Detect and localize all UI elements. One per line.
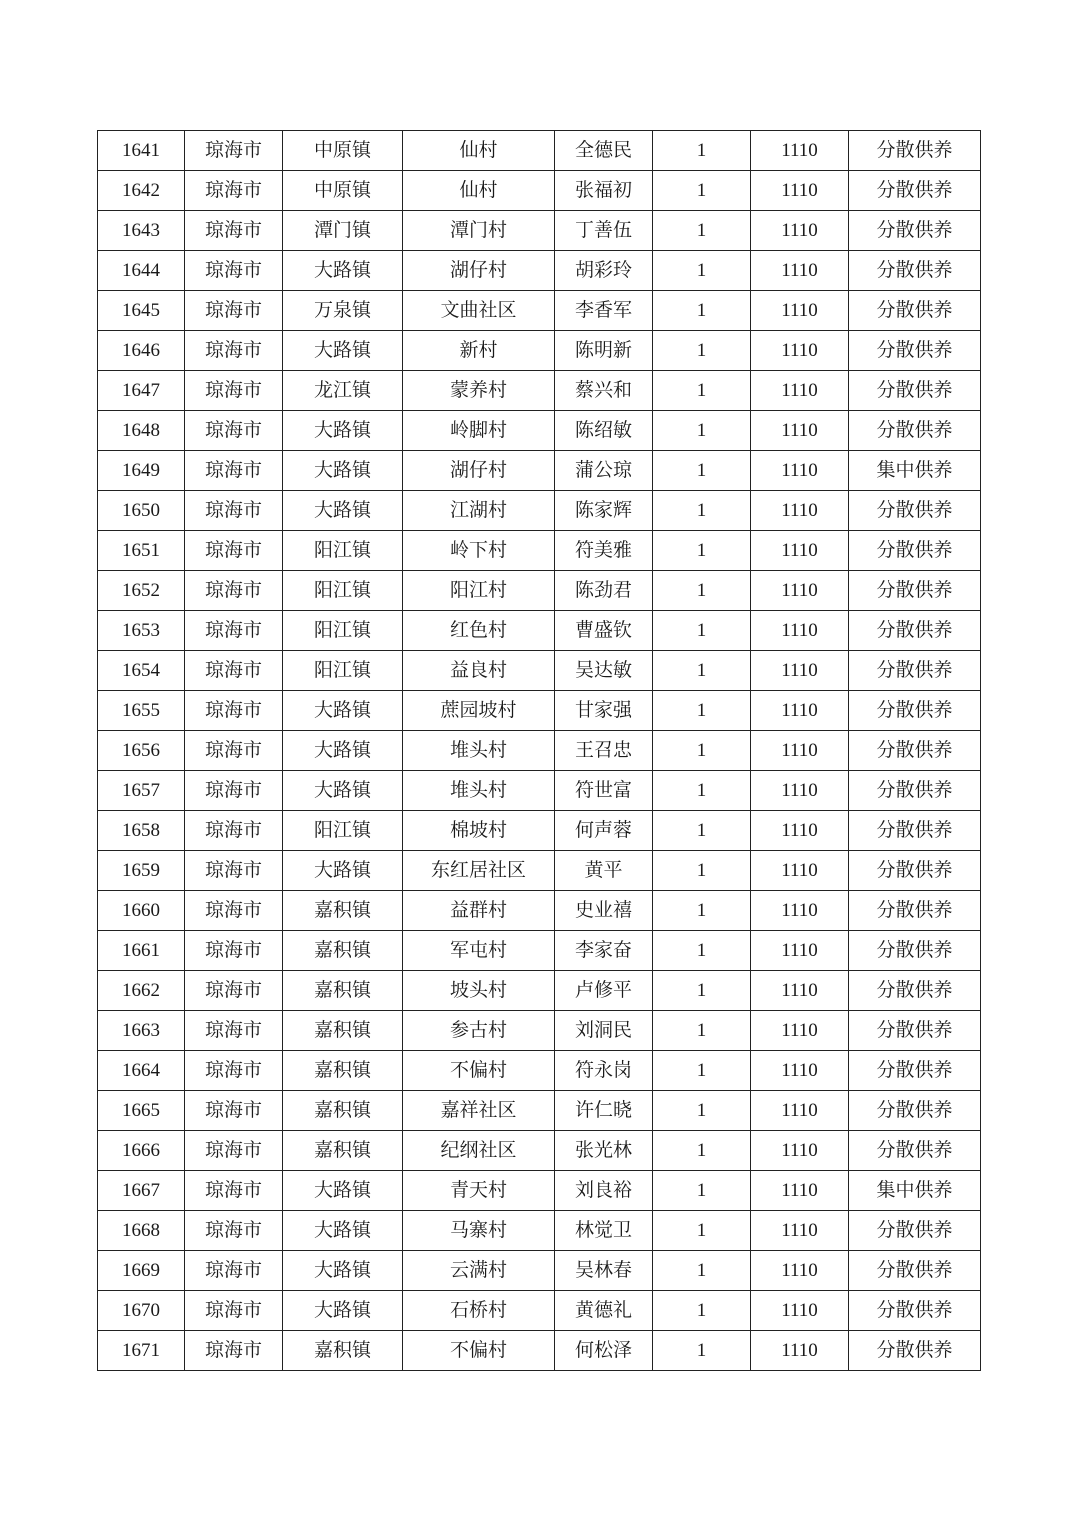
serial-number-cell: 1648 <box>98 411 185 451</box>
village-cell: 益良村 <box>403 651 555 691</box>
amount-cell: 1110 <box>751 1131 849 1171</box>
name-cell: 何声蓉 <box>555 811 653 851</box>
amount-cell: 1110 <box>751 1011 849 1051</box>
data-table <box>97 130 981 1371</box>
town-cell: 嘉积镇 <box>283 891 403 931</box>
village-cell: 阳江村 <box>403 571 555 611</box>
amount-cell: 1110 <box>751 131 849 171</box>
town-cell: 阳江镇 <box>283 611 403 651</box>
village-cell: 红色村 <box>403 611 555 651</box>
support-type-cell: 分散供养 <box>849 1331 981 1371</box>
serial-number-cell: 1644 <box>98 251 185 291</box>
name-cell: 陈劲君 <box>555 571 653 611</box>
name-cell: 符美雅 <box>555 531 653 571</box>
count-cell: 1 <box>653 1331 751 1371</box>
amount-cell: 1110 <box>751 251 849 291</box>
support-type-cell: 分散供养 <box>849 771 981 811</box>
count-cell: 1 <box>653 491 751 531</box>
name-cell: 张光林 <box>555 1131 653 1171</box>
count-cell: 1 <box>653 411 751 451</box>
village-cell: 湖仔村 <box>403 251 555 291</box>
table-row <box>98 571 981 611</box>
city-cell: 琼海市 <box>185 211 283 251</box>
city-cell: 琼海市 <box>185 1251 283 1291</box>
name-cell: 刘洞民 <box>555 1011 653 1051</box>
table-row <box>98 771 981 811</box>
village-cell: 军屯村 <box>403 931 555 971</box>
city-cell: 琼海市 <box>185 771 283 811</box>
table-row <box>98 851 981 891</box>
support-type-cell: 分散供养 <box>849 411 981 451</box>
support-type-cell: 分散供养 <box>849 1291 981 1331</box>
serial-number-cell: 1666 <box>98 1131 185 1171</box>
town-cell: 大路镇 <box>283 731 403 771</box>
name-cell: 林觉卫 <box>555 1211 653 1251</box>
table-body <box>98 131 981 1371</box>
town-cell: 大路镇 <box>283 691 403 731</box>
town-cell: 大路镇 <box>283 851 403 891</box>
city-cell: 琼海市 <box>185 251 283 291</box>
village-cell: 马寨村 <box>403 1211 555 1251</box>
table-row <box>98 211 981 251</box>
support-type-cell: 分散供养 <box>849 171 981 211</box>
town-cell: 大路镇 <box>283 771 403 811</box>
support-type-cell: 分散供养 <box>849 1011 981 1051</box>
village-cell: 仙村 <box>403 131 555 171</box>
town-cell: 大路镇 <box>283 331 403 371</box>
count-cell: 1 <box>653 1251 751 1291</box>
village-cell: 青天村 <box>403 1171 555 1211</box>
city-cell: 琼海市 <box>185 1331 283 1371</box>
town-cell: 大路镇 <box>283 451 403 491</box>
count-cell: 1 <box>653 1011 751 1051</box>
name-cell: 吴林春 <box>555 1251 653 1291</box>
amount-cell: 1110 <box>751 171 849 211</box>
town-cell: 大路镇 <box>283 1291 403 1331</box>
count-cell: 1 <box>653 211 751 251</box>
support-type-cell: 分散供养 <box>849 611 981 651</box>
name-cell: 张福初 <box>555 171 653 211</box>
name-cell: 全德民 <box>555 131 653 171</box>
table-row <box>98 1331 981 1371</box>
village-cell: 堆头村 <box>403 771 555 811</box>
town-cell: 阳江镇 <box>283 651 403 691</box>
serial-number-cell: 1650 <box>98 491 185 531</box>
village-cell: 新村 <box>403 331 555 371</box>
name-cell: 陈绍敏 <box>555 411 653 451</box>
count-cell: 1 <box>653 651 751 691</box>
city-cell: 琼海市 <box>185 531 283 571</box>
serial-number-cell: 1661 <box>98 931 185 971</box>
village-cell: 文曲社区 <box>403 291 555 331</box>
village-cell: 不偏村 <box>403 1331 555 1371</box>
serial-number-cell: 1642 <box>98 171 185 211</box>
support-type-cell: 分散供养 <box>849 691 981 731</box>
name-cell: 胡彩玲 <box>555 251 653 291</box>
table-row <box>98 1131 981 1171</box>
support-type-cell: 分散供养 <box>849 1131 981 1171</box>
name-cell: 陈明新 <box>555 331 653 371</box>
town-cell: 中原镇 <box>283 131 403 171</box>
serial-number-cell: 1671 <box>98 1331 185 1371</box>
support-type-cell: 集中供养 <box>849 1171 981 1211</box>
count-cell: 1 <box>653 891 751 931</box>
count-cell: 1 <box>653 331 751 371</box>
town-cell: 阳江镇 <box>283 571 403 611</box>
table-row <box>98 611 981 651</box>
count-cell: 1 <box>653 1091 751 1131</box>
table-row <box>98 891 981 931</box>
city-cell: 琼海市 <box>185 931 283 971</box>
town-cell: 大路镇 <box>283 251 403 291</box>
name-cell: 蒲公琼 <box>555 451 653 491</box>
town-cell: 万泉镇 <box>283 291 403 331</box>
amount-cell: 1110 <box>751 331 849 371</box>
town-cell: 大路镇 <box>283 1251 403 1291</box>
village-cell: 岭下村 <box>403 531 555 571</box>
amount-cell: 1110 <box>751 571 849 611</box>
serial-number-cell: 1655 <box>98 691 185 731</box>
count-cell: 1 <box>653 451 751 491</box>
amount-cell: 1110 <box>751 771 849 811</box>
city-cell: 琼海市 <box>185 171 283 211</box>
city-cell: 琼海市 <box>185 371 283 411</box>
village-cell: 嘉祥社区 <box>403 1091 555 1131</box>
amount-cell: 1110 <box>751 611 849 651</box>
support-type-cell: 分散供养 <box>849 811 981 851</box>
city-cell: 琼海市 <box>185 291 283 331</box>
table-row <box>98 531 981 571</box>
town-cell: 嘉积镇 <box>283 1331 403 1371</box>
support-type-cell: 分散供养 <box>849 131 981 171</box>
town-cell: 嘉积镇 <box>283 1051 403 1091</box>
serial-number-cell: 1660 <box>98 891 185 931</box>
count-cell: 1 <box>653 611 751 651</box>
serial-number-cell: 1643 <box>98 211 185 251</box>
serial-number-cell: 1651 <box>98 531 185 571</box>
village-cell: 石桥村 <box>403 1291 555 1331</box>
serial-number-cell: 1664 <box>98 1051 185 1091</box>
count-cell: 1 <box>653 1131 751 1171</box>
village-cell: 棉坡村 <box>403 811 555 851</box>
name-cell: 刘良裕 <box>555 1171 653 1211</box>
serial-number-cell: 1646 <box>98 331 185 371</box>
serial-number-cell: 1645 <box>98 291 185 331</box>
name-cell: 曹盛钦 <box>555 611 653 651</box>
name-cell: 史业禧 <box>555 891 653 931</box>
serial-number-cell: 1667 <box>98 1171 185 1211</box>
city-cell: 琼海市 <box>185 491 283 531</box>
village-cell: 东红居社区 <box>403 851 555 891</box>
village-cell: 不偏村 <box>403 1051 555 1091</box>
support-type-cell: 分散供养 <box>849 571 981 611</box>
support-type-cell: 分散供养 <box>849 931 981 971</box>
count-cell: 1 <box>653 1051 751 1091</box>
support-type-cell: 分散供养 <box>849 1091 981 1131</box>
serial-number-cell: 1670 <box>98 1291 185 1331</box>
town-cell: 嘉积镇 <box>283 1131 403 1171</box>
table-row <box>98 131 981 171</box>
serial-number-cell: 1658 <box>98 811 185 851</box>
serial-number-cell: 1669 <box>98 1251 185 1291</box>
serial-number-cell: 1668 <box>98 1211 185 1251</box>
table-row <box>98 371 981 411</box>
count-cell: 1 <box>653 691 751 731</box>
city-cell: 琼海市 <box>185 611 283 651</box>
count-cell: 1 <box>653 811 751 851</box>
support-type-cell: 分散供养 <box>849 1251 981 1291</box>
support-type-cell: 分散供养 <box>849 291 981 331</box>
support-type-cell: 分散供养 <box>849 1211 981 1251</box>
city-cell: 琼海市 <box>185 411 283 451</box>
amount-cell: 1110 <box>751 1051 849 1091</box>
table-row <box>98 1051 981 1091</box>
city-cell: 琼海市 <box>185 891 283 931</box>
name-cell: 蔡兴和 <box>555 371 653 411</box>
name-cell: 丁善伍 <box>555 211 653 251</box>
support-type-cell: 分散供养 <box>849 1051 981 1091</box>
table-row <box>98 731 981 771</box>
amount-cell: 1110 <box>751 411 849 451</box>
amount-cell: 1110 <box>751 291 849 331</box>
serial-number-cell: 1659 <box>98 851 185 891</box>
name-cell: 李家奋 <box>555 931 653 971</box>
count-cell: 1 <box>653 171 751 211</box>
count-cell: 1 <box>653 371 751 411</box>
amount-cell: 1110 <box>751 371 849 411</box>
table-row <box>98 931 981 971</box>
serial-number-cell: 1657 <box>98 771 185 811</box>
table-row <box>98 1011 981 1051</box>
count-cell: 1 <box>653 1211 751 1251</box>
support-type-cell: 分散供养 <box>849 251 981 291</box>
support-type-cell: 分散供养 <box>849 851 981 891</box>
table-row <box>98 291 981 331</box>
amount-cell: 1110 <box>751 1211 849 1251</box>
name-cell: 吴达敏 <box>555 651 653 691</box>
serial-number-cell: 1662 <box>98 971 185 1011</box>
serial-number-cell: 1665 <box>98 1091 185 1131</box>
table-row <box>98 451 981 491</box>
village-cell: 岭脚村 <box>403 411 555 451</box>
serial-number-cell: 1652 <box>98 571 185 611</box>
count-cell: 1 <box>653 531 751 571</box>
support-type-cell: 集中供养 <box>849 451 981 491</box>
table-row <box>98 1291 981 1331</box>
city-cell: 琼海市 <box>185 811 283 851</box>
name-cell: 黄德礼 <box>555 1291 653 1331</box>
amount-cell: 1110 <box>751 1091 849 1131</box>
amount-cell: 1110 <box>751 491 849 531</box>
city-cell: 琼海市 <box>185 851 283 891</box>
count-cell: 1 <box>653 291 751 331</box>
table-row <box>98 411 981 451</box>
support-type-cell: 分散供养 <box>849 531 981 571</box>
city-cell: 琼海市 <box>185 451 283 491</box>
amount-cell: 1110 <box>751 931 849 971</box>
city-cell: 琼海市 <box>185 571 283 611</box>
support-type-cell: 分散供养 <box>849 211 981 251</box>
support-type-cell: 分散供养 <box>849 731 981 771</box>
serial-number-cell: 1647 <box>98 371 185 411</box>
table-row <box>98 1091 981 1131</box>
table-row <box>98 651 981 691</box>
village-cell: 蔗园坡村 <box>403 691 555 731</box>
city-cell: 琼海市 <box>185 731 283 771</box>
name-cell: 黄平 <box>555 851 653 891</box>
name-cell: 符永岗 <box>555 1051 653 1091</box>
amount-cell: 1110 <box>751 691 849 731</box>
serial-number-cell: 1663 <box>98 1011 185 1051</box>
town-cell: 阳江镇 <box>283 531 403 571</box>
count-cell: 1 <box>653 731 751 771</box>
support-type-cell: 分散供养 <box>849 331 981 371</box>
support-type-cell: 分散供养 <box>849 371 981 411</box>
amount-cell: 1110 <box>751 1291 849 1331</box>
support-type-cell: 分散供养 <box>849 651 981 691</box>
city-cell: 琼海市 <box>185 331 283 371</box>
support-type-cell: 分散供养 <box>849 891 981 931</box>
name-cell: 卢修平 <box>555 971 653 1011</box>
town-cell: 嘉积镇 <box>283 1011 403 1051</box>
serial-number-cell: 1654 <box>98 651 185 691</box>
city-cell: 琼海市 <box>185 971 283 1011</box>
serial-number-cell: 1649 <box>98 451 185 491</box>
serial-number-cell: 1641 <box>98 131 185 171</box>
amount-cell: 1110 <box>751 731 849 771</box>
count-cell: 1 <box>653 931 751 971</box>
city-cell: 琼海市 <box>185 1131 283 1171</box>
city-cell: 琼海市 <box>185 1011 283 1051</box>
amount-cell: 1110 <box>751 531 849 571</box>
table-row <box>98 251 981 291</box>
count-cell: 1 <box>653 1291 751 1331</box>
city-cell: 琼海市 <box>185 1091 283 1131</box>
city-cell: 琼海市 <box>185 1051 283 1091</box>
name-cell: 王召忠 <box>555 731 653 771</box>
amount-cell: 1110 <box>751 451 849 491</box>
table-row <box>98 811 981 851</box>
amount-cell: 1110 <box>751 851 849 891</box>
village-cell: 蒙养村 <box>403 371 555 411</box>
town-cell: 嘉积镇 <box>283 1091 403 1131</box>
amount-cell: 1110 <box>751 1251 849 1291</box>
name-cell: 许仁晓 <box>555 1091 653 1131</box>
town-cell: 嘉积镇 <box>283 971 403 1011</box>
amount-cell: 1110 <box>751 811 849 851</box>
town-cell: 嘉积镇 <box>283 931 403 971</box>
town-cell: 大路镇 <box>283 411 403 451</box>
support-type-cell: 分散供养 <box>849 491 981 531</box>
village-cell: 江湖村 <box>403 491 555 531</box>
town-cell: 大路镇 <box>283 1211 403 1251</box>
city-cell: 琼海市 <box>185 1211 283 1251</box>
table-row <box>98 691 981 731</box>
table-row <box>98 491 981 531</box>
city-cell: 琼海市 <box>185 131 283 171</box>
amount-cell: 1110 <box>751 891 849 931</box>
name-cell: 李香军 <box>555 291 653 331</box>
table-row <box>98 1251 981 1291</box>
count-cell: 1 <box>653 971 751 1011</box>
village-cell: 堆头村 <box>403 731 555 771</box>
name-cell: 符世富 <box>555 771 653 811</box>
village-cell: 潭门村 <box>403 211 555 251</box>
amount-cell: 1110 <box>751 211 849 251</box>
count-cell: 1 <box>653 771 751 811</box>
village-cell: 益群村 <box>403 891 555 931</box>
name-cell: 甘家强 <box>555 691 653 731</box>
count-cell: 1 <box>653 131 751 171</box>
amount-cell: 1110 <box>751 1331 849 1371</box>
table-row <box>98 971 981 1011</box>
name-cell: 何松泽 <box>555 1331 653 1371</box>
city-cell: 琼海市 <box>185 1171 283 1211</box>
village-cell: 参古村 <box>403 1011 555 1051</box>
serial-number-cell: 1653 <box>98 611 185 651</box>
village-cell: 纪纲社区 <box>403 1131 555 1171</box>
serial-number-cell: 1656 <box>98 731 185 771</box>
count-cell: 1 <box>653 1171 751 1211</box>
count-cell: 1 <box>653 251 751 291</box>
table-row <box>98 1171 981 1211</box>
town-cell: 大路镇 <box>283 1171 403 1211</box>
amount-cell: 1110 <box>751 651 849 691</box>
village-cell: 仙村 <box>403 171 555 211</box>
town-cell: 阳江镇 <box>283 811 403 851</box>
table-row <box>98 331 981 371</box>
village-cell: 坡头村 <box>403 971 555 1011</box>
name-cell: 陈家辉 <box>555 491 653 531</box>
table-row <box>98 171 981 211</box>
count-cell: 1 <box>653 571 751 611</box>
amount-cell: 1110 <box>751 1171 849 1211</box>
table-row <box>98 1211 981 1251</box>
city-cell: 琼海市 <box>185 1291 283 1331</box>
town-cell: 潭门镇 <box>283 211 403 251</box>
support-type-cell: 分散供养 <box>849 971 981 1011</box>
village-cell: 云满村 <box>403 1251 555 1291</box>
town-cell: 中原镇 <box>283 171 403 211</box>
city-cell: 琼海市 <box>185 691 283 731</box>
amount-cell: 1110 <box>751 971 849 1011</box>
village-cell: 湖仔村 <box>403 451 555 491</box>
town-cell: 大路镇 <box>283 491 403 531</box>
count-cell: 1 <box>653 851 751 891</box>
city-cell: 琼海市 <box>185 651 283 691</box>
town-cell: 龙江镇 <box>283 371 403 411</box>
